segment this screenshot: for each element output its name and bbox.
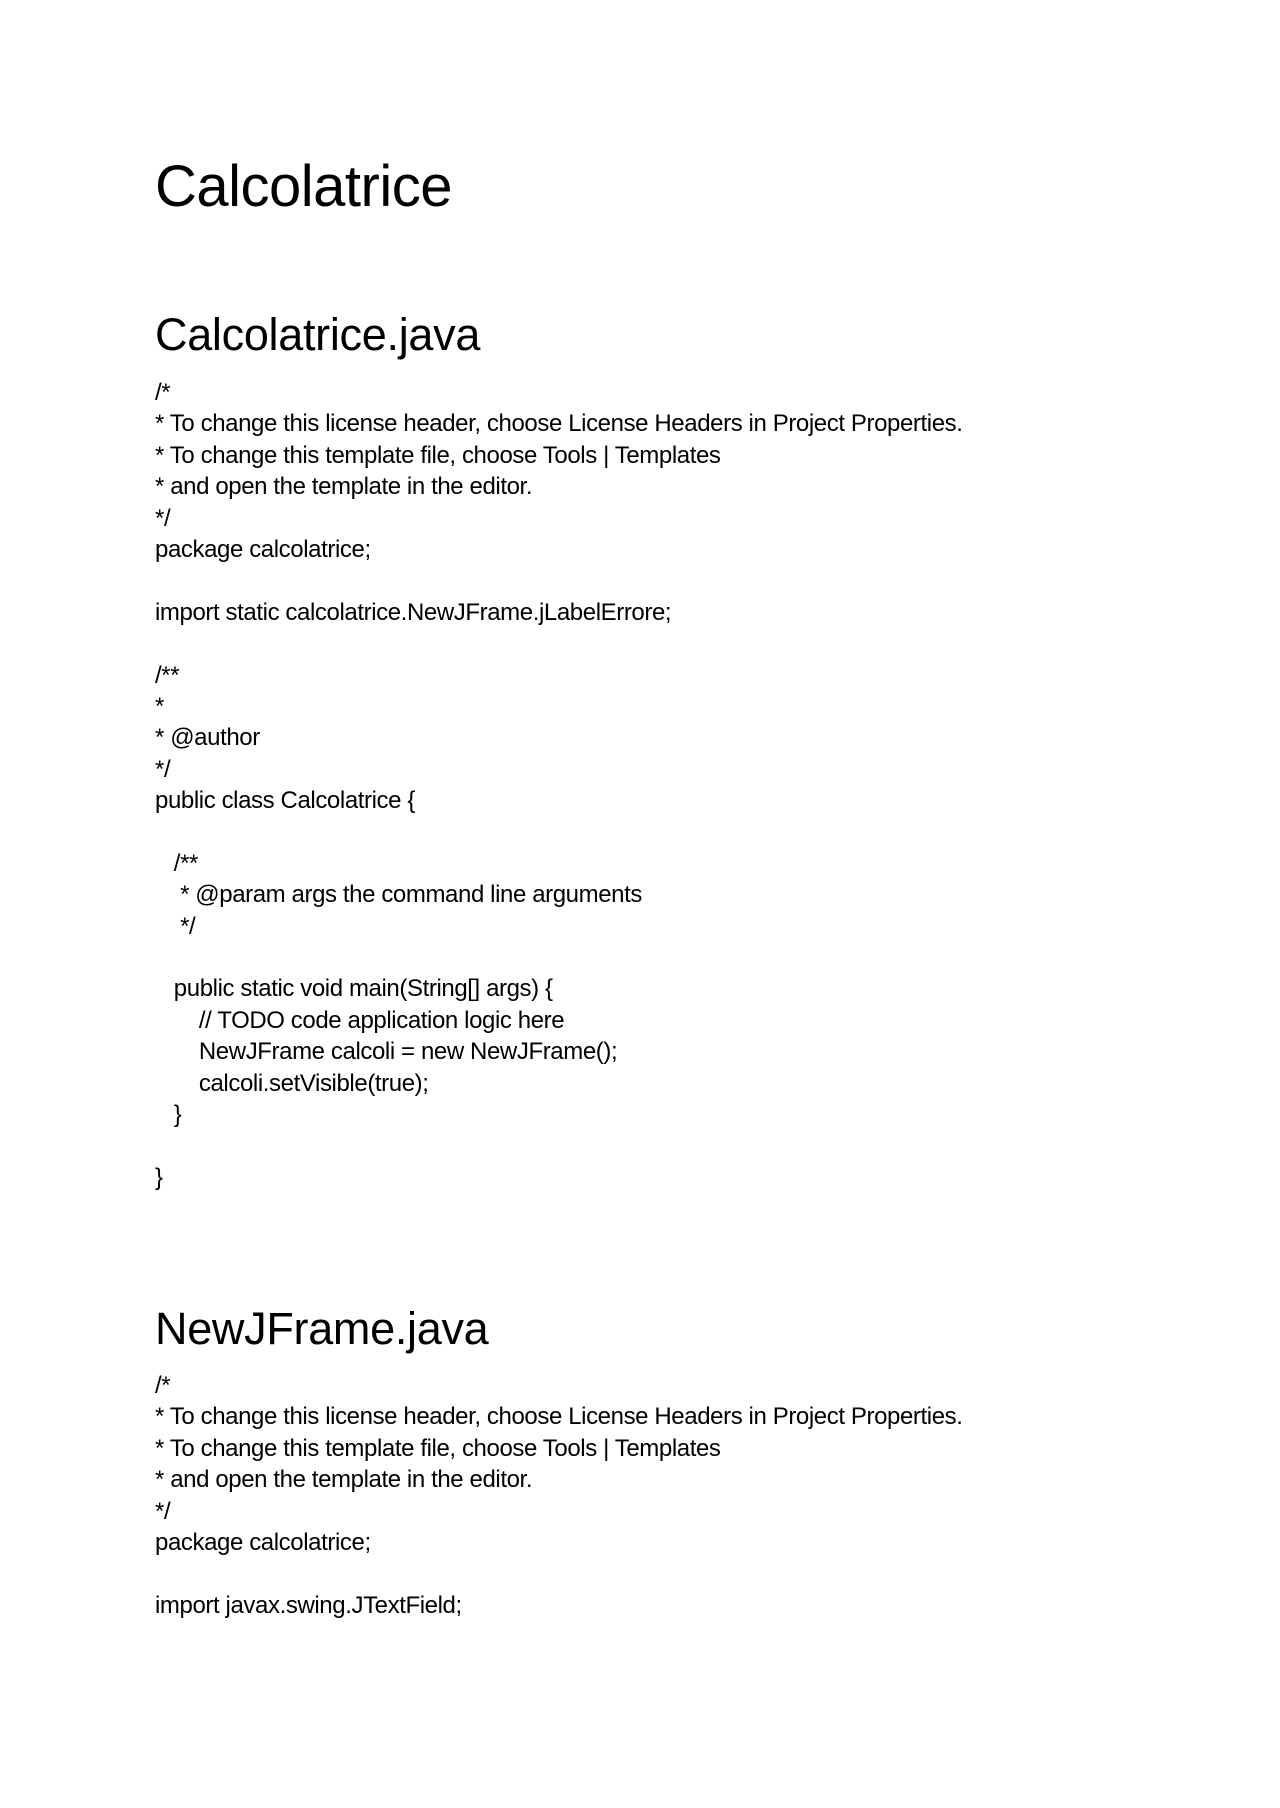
code-line: * To change this template file, choose Tools | Templates [155,1434,721,1462]
code-line: */ [155,755,171,783]
code-line [155,565,963,596]
code-block-calcolatrice-java [155,377,963,1193]
code-line: * To change this license header, choose License Headers in Project Properties. [155,1403,963,1431]
code-line: * [155,692,164,720]
code-line: import javax.swing.JTextField; [155,1591,462,1619]
code-line: /* [155,1372,171,1399]
code-block-newjframe-java [155,1370,963,1621]
code-line: NewJFrame calcoli = new NewJFrame(); [155,1038,618,1066]
code-line: * and open the template in the editor. [155,1466,533,1494]
code-line: } [155,1163,163,1191]
code-line: calcoli.setVisible(true); [155,1069,429,1097]
code-line: import static calcolatrice.NewJFrame.jLabelErrore; [155,598,672,626]
code-line: * @author [155,724,260,752]
code-line [155,942,963,973]
code-line [155,1558,963,1589]
section-title-newjframe-java: NewJFrame.java [155,1303,489,1354]
code-line: // TODO code application logic here [155,1006,565,1034]
code-line: /** [155,849,198,877]
code-line: */ [155,1497,171,1525]
code-line: /* [155,379,171,406]
code-line: * To change this license header, choose License Headers in Project Properties. [155,410,963,438]
code-line: } [155,1100,182,1128]
code-line: */ [155,504,171,532]
code-line [155,1130,963,1161]
code-line: package calcolatrice; [155,535,371,563]
code-line: public class Calcolatrice { [155,787,415,815]
document-title: Calcolatrice [155,154,452,219]
code-line: /** [155,661,180,689]
code-line [155,628,963,659]
section-title-calcolatrice-java: Calcolatrice.java [155,309,481,360]
code-line: public static void main(String[] args) { [155,975,553,1003]
code-line: package calcolatrice; [155,1528,371,1556]
code-line: * @param args the command line arguments [155,881,642,909]
code-line: * and open the template in the editor. [155,473,533,501]
code-line [155,816,963,847]
code-line: * To change this template file, choose Tools | Templates [155,441,721,469]
code-line: */ [155,912,196,940]
